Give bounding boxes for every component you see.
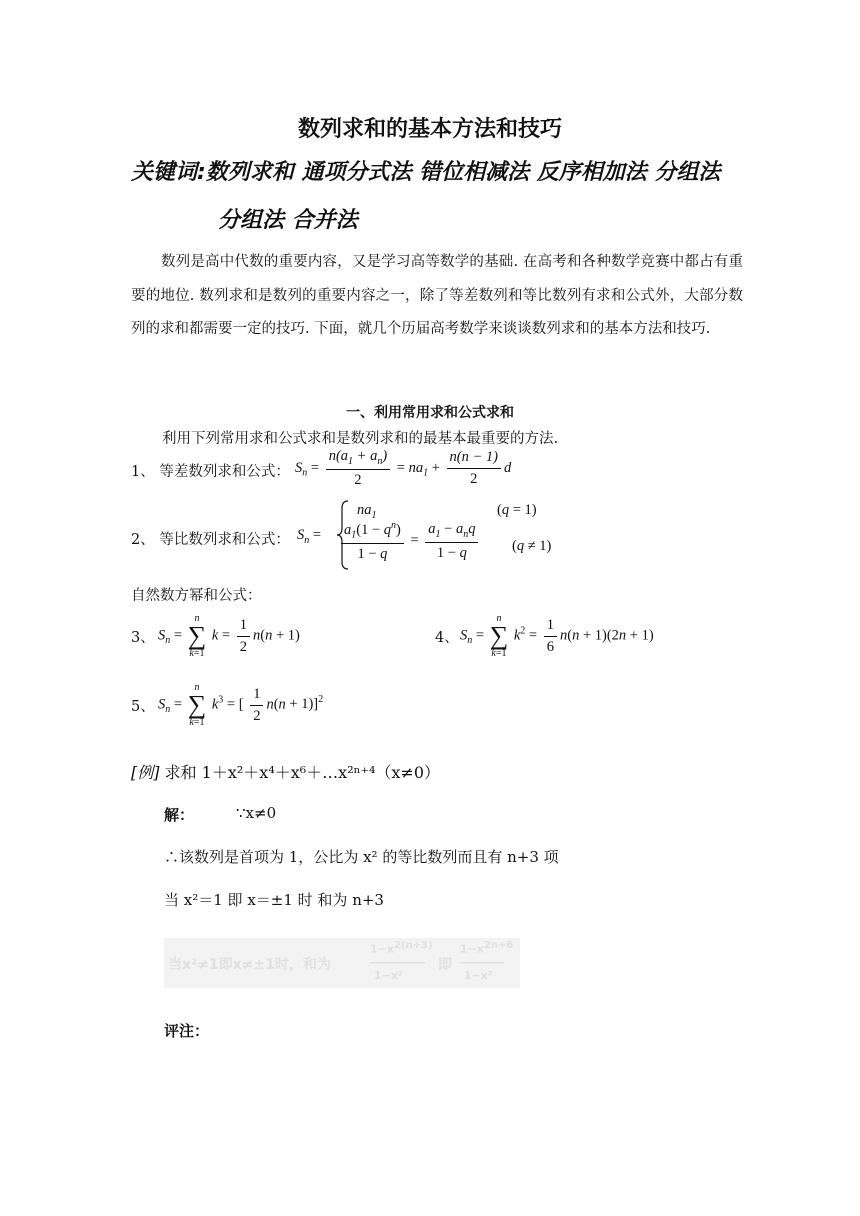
formula-3-label: 3、 xyxy=(131,630,155,646)
keywords-line-2: 分组法 合并法 xyxy=(218,208,358,233)
formula-image-frac-2: $1-x^{2n+6}$ ―――― 1−x² xyxy=(460,940,514,982)
geometric-condition-q1: (q = 1) xyxy=(497,502,537,518)
formula-image-ji: 即 xyxy=(438,957,452,973)
geometric-case-q1: $na_1$ xyxy=(357,502,377,521)
intro-paragraph: 数列是高中代数的重要内容，又是学习高等数学的基础. 在高考和各种数学竞赛中都占有重要的地位. 数列求和是数列的重要内容之一，除了等差数列和等比数列有求和公式外，大部分数列的求和都需要一定的技巧. 下面，就几个历届高考数学来谈谈数列求和的基本方法和技巧. xyxy=(131,254,743,337)
document-title: 数列求和的基本方法和技巧 xyxy=(297,117,562,142)
geometric-sum-symbol: $S_n$ = xyxy=(297,527,322,546)
example-statement xyxy=(131,760,440,783)
geometric-case-q-not-1: $\frac{a_1(1 - q^n)}{1 - q}$ = $\frac{a_1 - a_nq}{1 - q}$ xyxy=(338,520,481,563)
formula-4-label: 4、 xyxy=(435,630,459,646)
sum-of-k-cubed-formula: $S_n$ = n ∑ k=1 $k^3$ = [ $\frac{1}{2}$ n(n + 1)]$^2$ xyxy=(158,682,324,728)
section-heading: 一、利用常用求和公式求和 xyxy=(346,405,514,421)
formula-image-text: 当x²≠1即x≠±1时，和为 xyxy=(168,957,331,973)
example-tag: [例] xyxy=(131,763,160,782)
sum-of-k-squared-formula: $S_n$ = n ∑ k=1 $k^2$ = $\frac{1}{6}$ n(n + 1)(2n + 1) xyxy=(460,613,654,659)
formula-5-label: 5、 xyxy=(131,699,155,715)
solution-label: 解： xyxy=(164,806,195,824)
keywords-line-1: 关键词:数列求和 通项分式法 错位相减法 反序相加法 分组法 xyxy=(131,160,721,185)
natural-power-label: 自然数方幂和公式： xyxy=(131,588,262,604)
section-lead: 利用下列常用求和公式求和是数列求和的最基本最重要的方法. xyxy=(162,431,559,447)
case-one-statement: 当 x²＝1 即 x＝±1 时 和为 n+3 xyxy=(164,891,384,909)
formula-image-frac-1: $1-x^{2(n+3)}$ ――――― 1−x² xyxy=(370,940,433,982)
therefore-statement: ∴该数列是首项为 1，公比为 x² 的等比数列而且有 n+3 项 xyxy=(164,848,559,866)
example-text: 求和 1＋x²＋x⁴＋x⁶＋…x²ⁿ⁺⁴（x≠0） xyxy=(164,763,441,782)
geometric-condition-q-not-1: (q ≠ 1) xyxy=(512,538,552,554)
formula-image xyxy=(164,938,520,988)
formula-1-label: 1、 等差数列求和公式： xyxy=(131,464,290,480)
because-statement: ∵x≠0 xyxy=(236,804,277,822)
sum-of-k-formula: $S_n$ = n ∑ k=1 k = $\frac{1}{2}$ n(n + 1) xyxy=(158,613,300,659)
formula-2-label: 2、 等比数列求和公式： xyxy=(131,532,290,548)
comment-label: 评注： xyxy=(164,1022,210,1040)
arithmetic-sum-formula: $S_n$ = $\frac{n(a_1 + a_n)}{2}$ = $na_1$ + $\frac{n(n - 1)}{2}$ d xyxy=(295,448,512,488)
